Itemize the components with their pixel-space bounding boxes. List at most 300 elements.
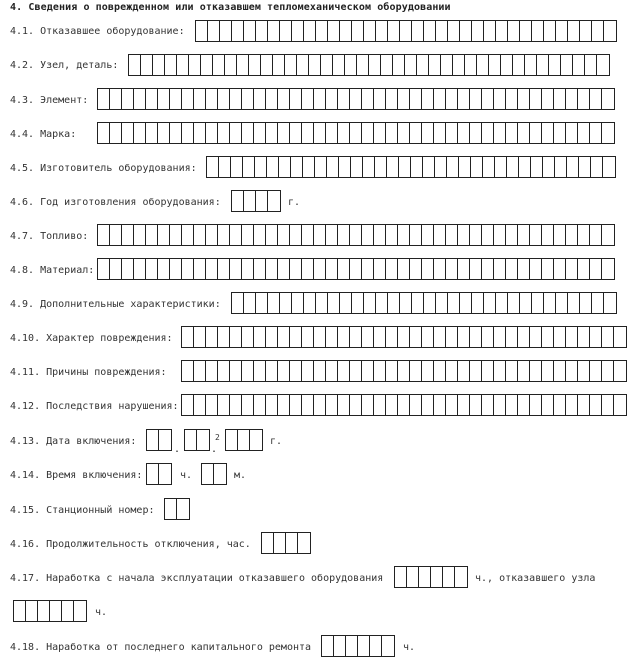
char-cell[interactable] [333, 55, 345, 75]
char-cell[interactable] [422, 395, 434, 415]
char-cell[interactable] [590, 327, 602, 347]
char-cell[interactable] [518, 395, 530, 415]
char-cell[interactable] [231, 157, 243, 177]
char-cell[interactable] [455, 567, 467, 587]
char-cell[interactable] [316, 293, 328, 313]
char-cell[interactable] [170, 259, 182, 279]
char-cell[interactable] [386, 395, 398, 415]
char-cell[interactable] [98, 89, 110, 109]
char-cell[interactable] [506, 259, 518, 279]
char-cell[interactable] [554, 225, 566, 245]
char-cell[interactable] [386, 259, 398, 279]
char-cell[interactable] [412, 21, 424, 41]
char-cell[interactable] [530, 395, 542, 415]
char-cell[interactable] [230, 225, 242, 245]
char-cell[interactable] [482, 395, 494, 415]
char-cell[interactable] [266, 259, 278, 279]
char-cell[interactable] [110, 89, 122, 109]
char-cell[interactable] [302, 89, 314, 109]
char-cell[interactable] [350, 327, 362, 347]
input-operating-time-equipment[interactable] [394, 566, 468, 588]
char-cell[interactable] [542, 89, 554, 109]
char-cell[interactable] [374, 225, 386, 245]
char-cell[interactable] [590, 225, 602, 245]
char-cell[interactable] [458, 225, 470, 245]
char-cell[interactable] [98, 225, 110, 245]
char-cell[interactable] [614, 327, 626, 347]
char-cell[interactable] [602, 225, 614, 245]
char-cell[interactable] [568, 21, 580, 41]
char-cell[interactable] [364, 21, 376, 41]
char-cell[interactable] [597, 55, 609, 75]
char-cell[interactable] [410, 395, 422, 415]
char-cell[interactable] [357, 55, 369, 75]
char-cell[interactable] [590, 395, 602, 415]
char-cell[interactable] [266, 225, 278, 245]
char-cell[interactable] [531, 157, 543, 177]
char-cell[interactable] [578, 361, 590, 381]
char-cell[interactable] [242, 225, 254, 245]
char-cell[interactable] [422, 361, 434, 381]
char-cell[interactable] [201, 55, 213, 75]
char-cell[interactable] [302, 259, 314, 279]
char-cell[interactable] [580, 293, 592, 313]
char-cell[interactable] [520, 21, 532, 41]
char-cell[interactable] [256, 191, 268, 211]
char-cell[interactable] [458, 361, 470, 381]
char-cell[interactable] [506, 395, 518, 415]
char-cell[interactable] [134, 89, 146, 109]
char-cell[interactable] [194, 225, 206, 245]
char-cell[interactable] [338, 225, 350, 245]
char-cell[interactable] [411, 157, 423, 177]
char-cell[interactable] [182, 259, 194, 279]
char-cell[interactable] [484, 293, 496, 313]
char-cell[interactable] [580, 21, 592, 41]
char-cell[interactable] [147, 464, 159, 484]
input-time-hours[interactable] [146, 463, 172, 485]
char-cell[interactable] [351, 157, 363, 177]
char-cell[interactable] [261, 55, 273, 75]
char-cell[interactable] [374, 361, 386, 381]
char-cell[interactable] [158, 123, 170, 143]
char-cell[interactable] [256, 21, 268, 41]
char-cell[interactable] [398, 361, 410, 381]
char-cell[interactable] [542, 259, 554, 279]
char-cell[interactable] [242, 123, 254, 143]
char-cell[interactable] [434, 123, 446, 143]
char-cell[interactable] [254, 327, 266, 347]
char-cell[interactable] [146, 123, 158, 143]
char-cell[interactable] [326, 225, 338, 245]
char-cell[interactable] [435, 157, 447, 177]
char-cell[interactable] [314, 327, 326, 347]
char-cell[interactable] [226, 430, 238, 450]
char-cell[interactable] [398, 327, 410, 347]
char-cell[interactable] [230, 395, 242, 415]
char-cell[interactable] [398, 225, 410, 245]
char-cell[interactable] [374, 89, 386, 109]
char-cell[interactable] [358, 636, 370, 656]
input-material[interactable] [97, 258, 615, 280]
char-cell[interactable] [237, 55, 249, 75]
char-cell[interactable] [542, 395, 554, 415]
char-cell[interactable] [194, 327, 206, 347]
char-cell[interactable] [304, 293, 316, 313]
char-cell[interactable] [386, 361, 398, 381]
char-cell[interactable] [525, 55, 537, 75]
char-cell[interactable] [146, 225, 158, 245]
char-cell[interactable] [326, 123, 338, 143]
char-cell[interactable] [398, 259, 410, 279]
char-cell[interactable] [482, 123, 494, 143]
char-cell[interactable] [218, 361, 230, 381]
char-cell[interactable] [484, 21, 496, 41]
char-cell[interactable] [182, 327, 194, 347]
char-cell[interactable] [50, 601, 62, 621]
char-cell[interactable] [470, 259, 482, 279]
char-cell[interactable] [278, 123, 290, 143]
char-cell[interactable] [280, 293, 292, 313]
char-cell[interactable] [482, 361, 494, 381]
char-cell[interactable] [602, 259, 614, 279]
char-cell[interactable] [232, 293, 244, 313]
char-cell[interactable] [458, 259, 470, 279]
char-cell[interactable] [585, 55, 597, 75]
char-cell[interactable] [98, 123, 110, 143]
char-cell[interactable] [338, 89, 350, 109]
char-cell[interactable] [338, 259, 350, 279]
char-cell[interactable] [315, 157, 327, 177]
char-cell[interactable] [225, 55, 237, 75]
char-cell[interactable] [74, 601, 86, 621]
char-cell[interactable] [446, 259, 458, 279]
char-cell[interactable] [254, 395, 266, 415]
char-cell[interactable] [369, 55, 381, 75]
char-cell[interactable] [146, 259, 158, 279]
char-cell[interactable] [508, 293, 520, 313]
char-cell[interactable] [208, 21, 220, 41]
char-cell[interactable] [434, 225, 446, 245]
char-cell[interactable] [519, 157, 531, 177]
char-cell[interactable] [542, 327, 554, 347]
char-cell[interactable] [518, 327, 530, 347]
char-cell[interactable] [159, 430, 171, 450]
char-cell[interactable] [122, 123, 134, 143]
char-cell[interactable] [182, 361, 194, 381]
char-cell[interactable] [431, 567, 443, 587]
char-cell[interactable] [482, 225, 494, 245]
char-cell[interactable] [338, 395, 350, 415]
char-cell[interactable] [602, 361, 614, 381]
char-cell[interactable] [566, 361, 578, 381]
char-cell[interactable] [244, 293, 256, 313]
char-cell[interactable] [244, 191, 256, 211]
char-cell[interactable] [314, 89, 326, 109]
char-cell[interactable] [494, 361, 506, 381]
char-cell[interactable] [302, 395, 314, 415]
char-cell[interactable] [250, 430, 262, 450]
char-cell[interactable] [302, 225, 314, 245]
char-cell[interactable] [614, 361, 626, 381]
char-cell[interactable] [146, 89, 158, 109]
char-cell[interactable] [460, 21, 472, 41]
char-cell[interactable] [568, 293, 580, 313]
char-cell[interactable] [422, 259, 434, 279]
input-operating-since-overhaul[interactable] [321, 635, 395, 657]
char-cell[interactable] [196, 21, 208, 41]
char-cell[interactable] [532, 293, 544, 313]
char-cell[interactable] [352, 21, 364, 41]
char-cell[interactable] [602, 395, 614, 415]
char-cell[interactable] [220, 21, 232, 41]
char-cell[interactable] [398, 123, 410, 143]
char-cell[interactable] [614, 395, 626, 415]
char-cell[interactable] [579, 157, 591, 177]
char-cell[interactable] [218, 395, 230, 415]
char-cell[interactable] [398, 395, 410, 415]
char-cell[interactable] [518, 259, 530, 279]
char-cell[interactable] [460, 293, 472, 313]
char-cell[interactable] [429, 55, 441, 75]
char-cell[interactable] [604, 293, 616, 313]
char-cell[interactable] [238, 430, 250, 450]
char-cell[interactable] [302, 327, 314, 347]
char-cell[interactable] [566, 259, 578, 279]
char-cell[interactable] [578, 395, 590, 415]
char-cell[interactable] [242, 327, 254, 347]
char-cell[interactable] [134, 123, 146, 143]
char-cell[interactable] [603, 157, 615, 177]
char-cell[interactable] [448, 21, 460, 41]
char-cell[interactable] [266, 123, 278, 143]
char-cell[interactable] [443, 567, 455, 587]
char-cell[interactable] [453, 55, 465, 75]
char-cell[interactable] [434, 361, 446, 381]
char-cell[interactable] [291, 157, 303, 177]
char-cell[interactable] [591, 157, 603, 177]
char-cell[interactable] [26, 601, 38, 621]
char-cell[interactable] [230, 89, 242, 109]
char-cell[interactable] [214, 464, 226, 484]
char-cell[interactable] [542, 225, 554, 245]
char-cell[interactable] [278, 89, 290, 109]
char-cell[interactable] [578, 225, 590, 245]
char-cell[interactable] [424, 293, 436, 313]
char-cell[interactable] [327, 157, 339, 177]
char-cell[interactable] [398, 89, 410, 109]
char-cell[interactable] [573, 55, 585, 75]
char-cell[interactable] [395, 567, 407, 587]
char-cell[interactable] [506, 225, 518, 245]
char-cell[interactable] [376, 21, 388, 41]
char-cell[interactable] [465, 55, 477, 75]
char-cell[interactable] [375, 157, 387, 177]
char-cell[interactable] [554, 123, 566, 143]
input-manufacture-year[interactable] [231, 190, 281, 212]
char-cell[interactable] [254, 361, 266, 381]
char-cell[interactable] [482, 327, 494, 347]
char-cell[interactable] [182, 225, 194, 245]
input-manufacturer[interactable] [206, 156, 616, 178]
char-cell[interactable] [256, 293, 268, 313]
char-cell[interactable] [328, 21, 340, 41]
char-cell[interactable] [459, 157, 471, 177]
char-cell[interactable] [508, 21, 520, 41]
char-cell[interactable] [434, 89, 446, 109]
char-cell[interactable] [340, 293, 352, 313]
input-brand[interactable] [97, 122, 615, 144]
char-cell[interactable] [350, 225, 362, 245]
char-cell[interactable] [554, 395, 566, 415]
char-cell[interactable] [494, 225, 506, 245]
char-cell[interactable] [554, 259, 566, 279]
char-cell[interactable] [153, 55, 165, 75]
char-cell[interactable] [182, 123, 194, 143]
input-element[interactable] [97, 88, 615, 110]
char-cell[interactable] [170, 89, 182, 109]
char-cell[interactable] [232, 191, 244, 211]
char-cell[interactable] [189, 55, 201, 75]
char-cell[interactable] [170, 123, 182, 143]
char-cell[interactable] [328, 293, 340, 313]
char-cell[interactable] [230, 361, 242, 381]
char-cell[interactable] [543, 157, 555, 177]
char-cell[interactable] [290, 395, 302, 415]
char-cell[interactable] [446, 327, 458, 347]
char-cell[interactable] [326, 327, 338, 347]
char-cell[interactable] [255, 157, 267, 177]
char-cell[interactable] [334, 636, 346, 656]
char-cell[interactable] [159, 464, 171, 484]
char-cell[interactable] [374, 259, 386, 279]
char-cell[interactable] [254, 259, 266, 279]
char-cell[interactable] [206, 225, 218, 245]
input-additional-characteristics[interactable] [231, 292, 617, 314]
char-cell[interactable] [602, 89, 614, 109]
char-cell[interactable] [446, 361, 458, 381]
char-cell[interactable] [338, 327, 350, 347]
char-cell[interactable] [309, 55, 321, 75]
char-cell[interactable] [566, 123, 578, 143]
char-cell[interactable] [254, 89, 266, 109]
char-cell[interactable] [518, 225, 530, 245]
char-cell[interactable] [350, 259, 362, 279]
char-cell[interactable] [388, 293, 400, 313]
char-cell[interactable] [280, 21, 292, 41]
char-cell[interactable] [549, 55, 561, 75]
char-cell[interactable] [232, 21, 244, 41]
char-cell[interactable] [489, 55, 501, 75]
input-damage-causes[interactable] [181, 360, 627, 382]
char-cell[interactable] [470, 225, 482, 245]
char-cell[interactable] [542, 361, 554, 381]
char-cell[interactable] [590, 361, 602, 381]
char-cell[interactable] [387, 157, 399, 177]
char-cell[interactable] [382, 636, 394, 656]
char-cell[interactable] [345, 55, 357, 75]
char-cell[interactable] [590, 89, 602, 109]
char-cell[interactable] [544, 293, 556, 313]
char-cell[interactable] [158, 225, 170, 245]
char-cell[interactable] [290, 259, 302, 279]
char-cell[interactable] [458, 327, 470, 347]
char-cell[interactable] [350, 361, 362, 381]
char-cell[interactable] [399, 157, 411, 177]
input-damage-nature[interactable] [181, 326, 627, 348]
char-cell[interactable] [388, 21, 400, 41]
char-cell[interactable] [436, 21, 448, 41]
char-cell[interactable] [38, 601, 50, 621]
char-cell[interactable] [470, 89, 482, 109]
char-cell[interactable] [410, 89, 422, 109]
char-cell[interactable] [506, 361, 518, 381]
char-cell[interactable] [566, 225, 578, 245]
char-cell[interactable] [470, 361, 482, 381]
char-cell[interactable] [494, 327, 506, 347]
char-cell[interactable] [518, 361, 530, 381]
char-cell[interactable] [494, 259, 506, 279]
input-date-day[interactable] [146, 429, 172, 451]
char-cell[interactable] [419, 567, 431, 587]
char-cell[interactable] [304, 21, 316, 41]
char-cell[interactable] [410, 361, 422, 381]
char-cell[interactable] [602, 327, 614, 347]
char-cell[interactable] [400, 293, 412, 313]
char-cell[interactable] [278, 327, 290, 347]
char-cell[interactable] [110, 259, 122, 279]
char-cell[interactable] [158, 259, 170, 279]
char-cell[interactable] [542, 123, 554, 143]
char-cell[interactable] [362, 225, 374, 245]
char-cell[interactable] [446, 123, 458, 143]
char-cell[interactable] [194, 259, 206, 279]
char-cell[interactable] [604, 21, 616, 41]
char-cell[interactable] [292, 293, 304, 313]
char-cell[interactable] [494, 395, 506, 415]
char-cell[interactable] [290, 327, 302, 347]
char-cell[interactable] [448, 293, 460, 313]
char-cell[interactable] [470, 123, 482, 143]
char-cell[interactable] [410, 123, 422, 143]
char-cell[interactable] [422, 225, 434, 245]
char-cell[interactable] [177, 55, 189, 75]
char-cell[interactable] [314, 225, 326, 245]
char-cell[interactable] [578, 123, 590, 143]
char-cell[interactable] [134, 259, 146, 279]
char-cell[interactable] [566, 395, 578, 415]
char-cell[interactable] [362, 259, 374, 279]
char-cell[interactable] [370, 636, 382, 656]
char-cell[interactable] [537, 55, 549, 75]
char-cell[interactable] [350, 89, 362, 109]
char-cell[interactable] [314, 395, 326, 415]
input-fuel[interactable] [97, 224, 615, 246]
char-cell[interactable] [412, 293, 424, 313]
char-cell[interactable] [326, 259, 338, 279]
char-cell[interactable] [400, 21, 412, 41]
char-cell[interactable] [206, 361, 218, 381]
char-cell[interactable] [513, 55, 525, 75]
char-cell[interactable] [362, 327, 374, 347]
char-cell[interactable] [340, 21, 352, 41]
char-cell[interactable] [566, 89, 578, 109]
char-cell[interactable] [494, 123, 506, 143]
char-cell[interactable] [243, 157, 255, 177]
char-cell[interactable] [446, 395, 458, 415]
char-cell[interactable] [407, 567, 419, 587]
char-cell[interactable] [206, 395, 218, 415]
